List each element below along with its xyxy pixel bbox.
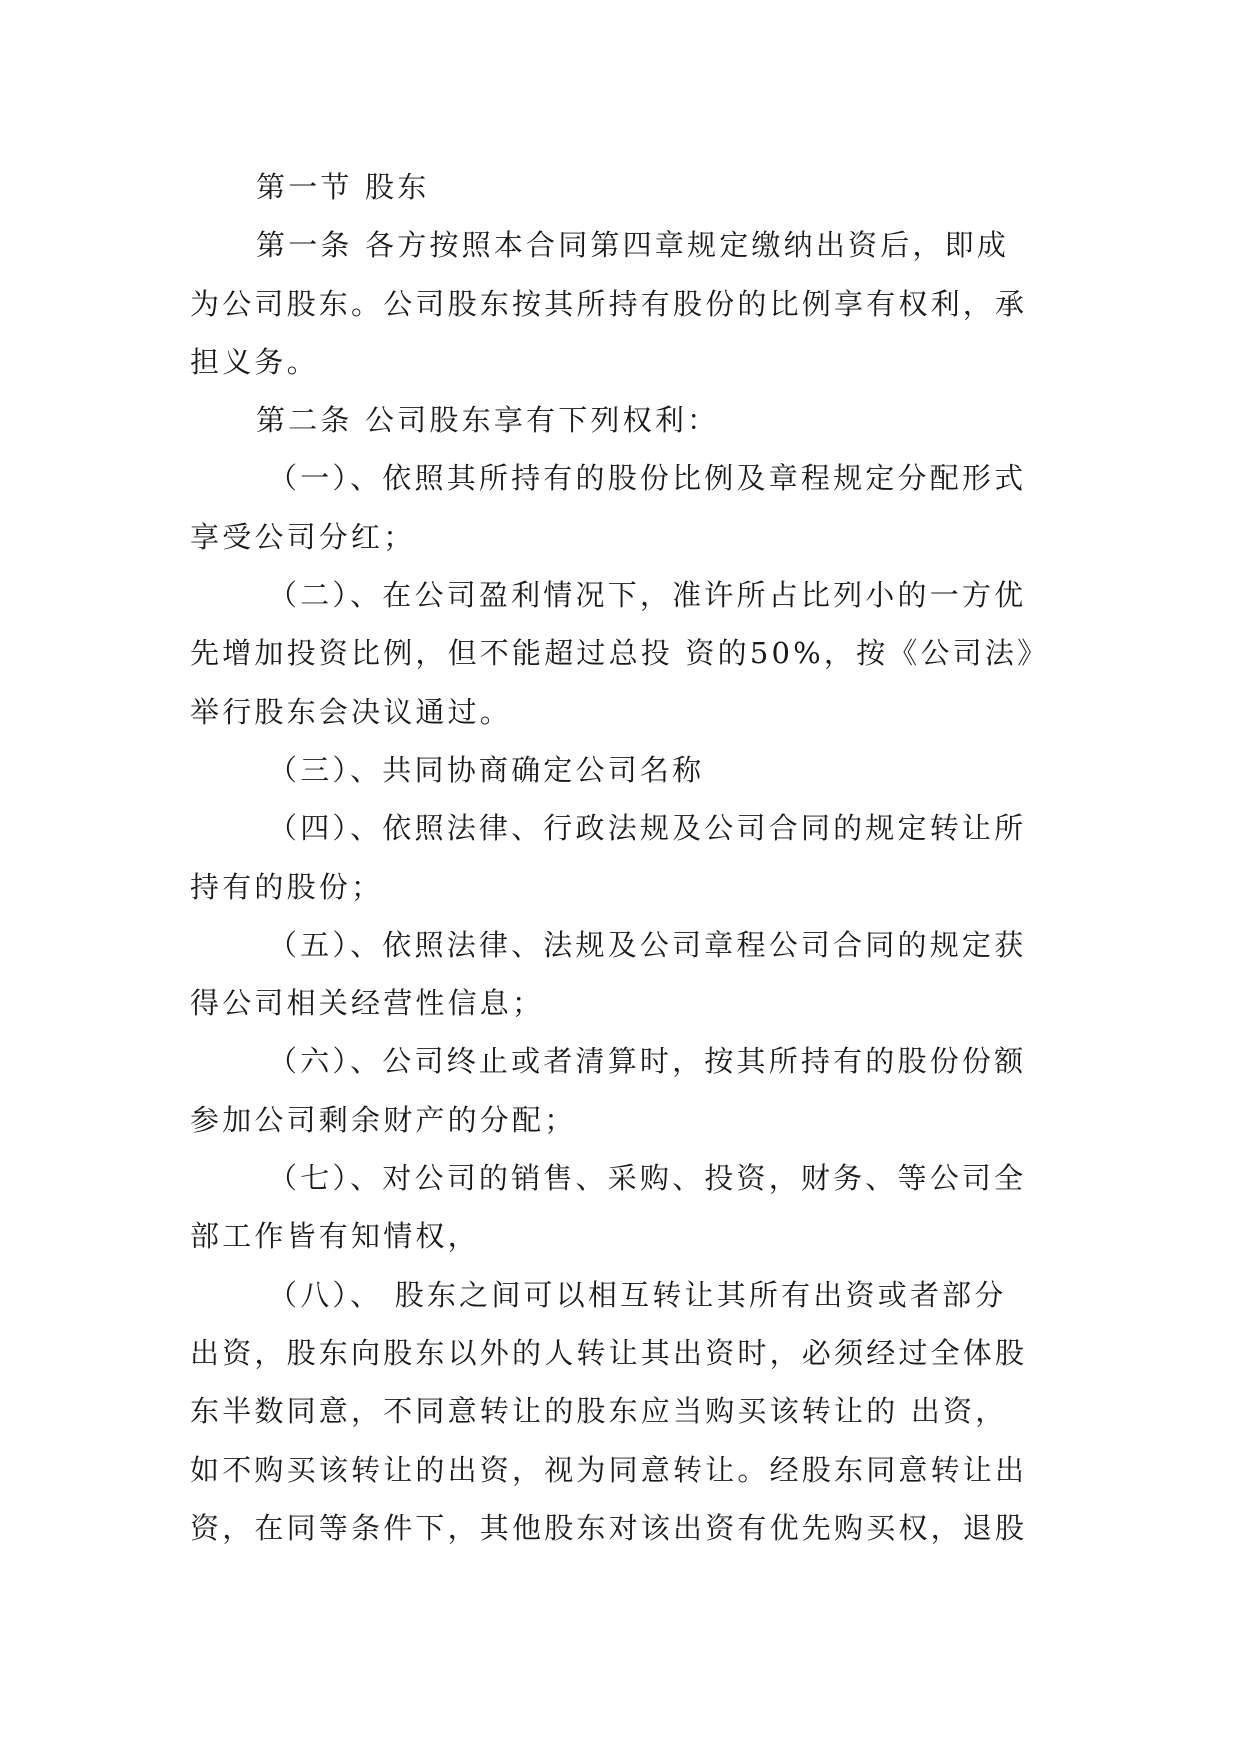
item-6-line-1: （六）、公司终止或者清算时，按其所持有的股份份额 [268,1044,1027,1079]
item-8-line-5: 资，在同等条件下，其他股东对该出资有优先购买权，退股 [190,1510,1028,1545]
item-6-line-2: 参加公司剩余财产的分配； [190,1102,577,1137]
item-1-line-2: 享受公司分红； [190,519,416,554]
article-1-line-3: 担义务。 [190,344,319,379]
article-1-line-2: 为公司股东。公司股东按其所持有股份的比例享有权利，承 [190,286,1028,321]
item-4-line-1: （四）、依照法律、行政法规及公司合同的规定转让所 [268,811,1027,846]
item-7-line-1: （七）、对公司的销售、采购、投资，财务、等公司全 [268,1161,1027,1196]
item-4-line-2: 持有的股份； [190,869,384,904]
item-8-line-4: 如不购买该转让的出资，视为同意转让。经股东同意转让出 [190,1452,1028,1487]
item-2-line-1: （二）、在公司盈利情况下，准许所占比列小的一方优 [268,578,1027,613]
section-heading: 第一节 股东 [256,170,430,204]
item-8-line-3: 东半数同意，不同意转让的股东应当购买该转让的 出资， [190,1394,1008,1429]
article-1-line-1: 第一条 各方按照本合同第四章规定缴纳出资后，即成 [256,228,1010,263]
item-2-line-3: 举行股东会决议通过。 [190,694,513,729]
item-3-line-1: （三）、共同协商确定公司名称 [268,752,705,787]
item-2-line-2: 先增加投资比例，但不能超过总投 资的50%，按《公司法》 [190,636,1050,671]
item-1-line-1: （一）、依照其所持有的股份比例及章程规定分配形式 [268,461,1027,496]
item-7-line-2: 部工作皆有知情权， [190,1219,480,1254]
document-body [190,158,1050,1557]
item-8-line-1: （八）、 股东之间可以相互转让其所有出资或者部分 [268,1277,1007,1312]
item-8-line-2: 出资，股东向股东以外的人转让其出资时，必须经过全体股 [190,1335,1028,1370]
item-5-line-2: 得公司相关经营性信息； [190,986,545,1021]
article-2-heading: 第二条 公司股东享有下列权利： [256,403,720,438]
item-5-line-1: （五）、依照法律、法规及公司章程公司合同的规定获 [268,927,1027,962]
